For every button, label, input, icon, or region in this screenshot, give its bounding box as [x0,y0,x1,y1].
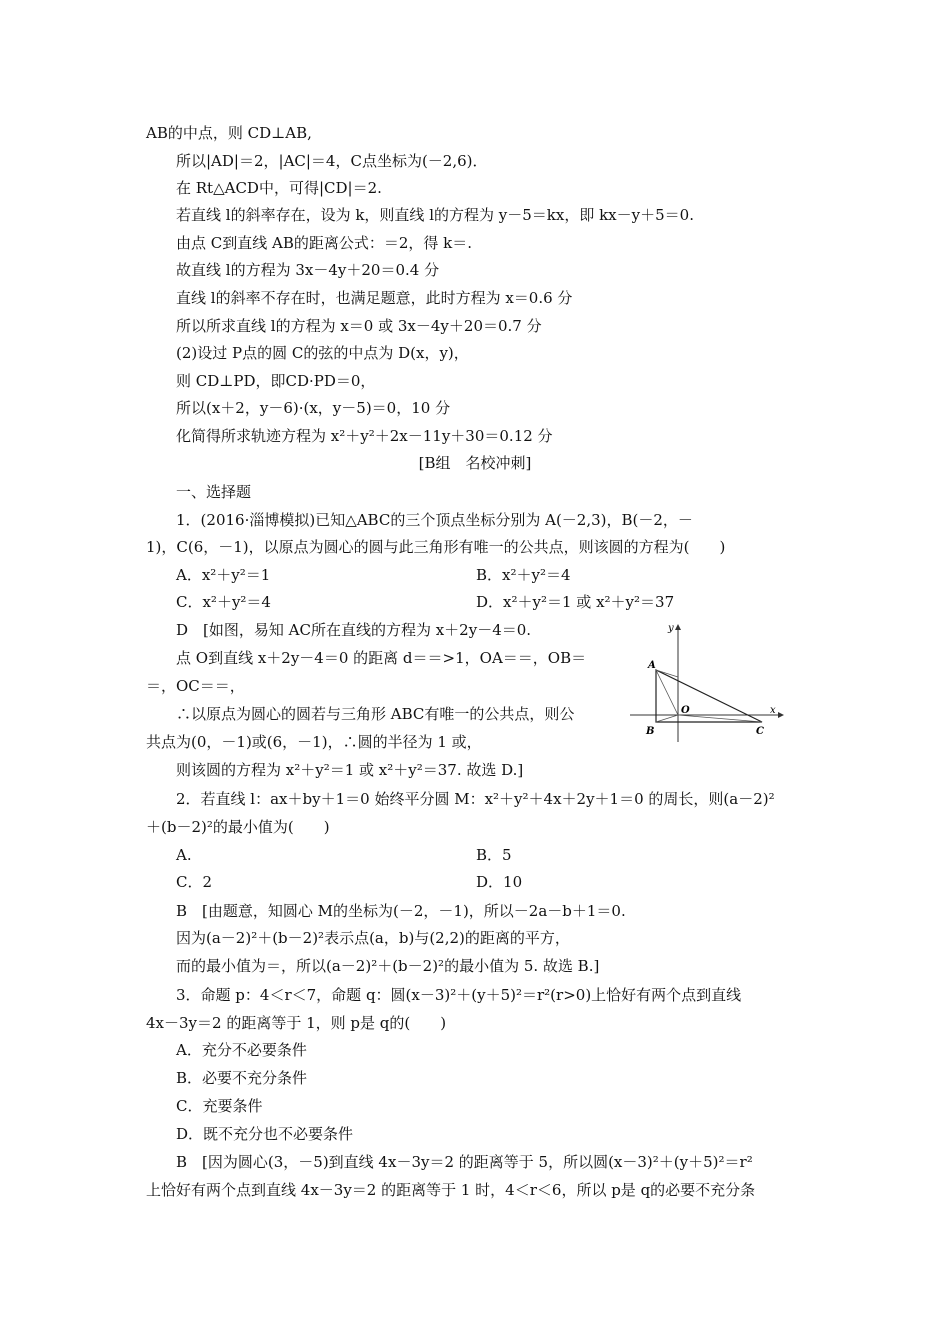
question-text: 2．若直线 l：ax＋by＋1＝0 始终平分圆 M：x²＋y²＋4x＋2y＋1＝0 的周长，则(a－2)² [176,790,775,808]
text-line: 所以(x＋2，y－6)·(x，y－5)＝0，10 分 [176,399,451,417]
option-d: D．既不充分也不必要条件 [176,1125,354,1143]
text-line: AB的中点，则 CD⊥AB, [146,124,312,142]
question-text: 1．(2016·淄博模拟)已知△ABC的三个顶点坐标分别为 A(－2,3)，B(－2，－ [176,511,693,529]
text-line: 直线 l的斜率不存在时，也满足题意，此时方程为 x＝0.6 分 [176,289,573,307]
answer-text: ∴以原点为圆心的圆若与三角形 ABC有唯一的公共点，则公 [176,705,575,723]
axis-y-label: y [668,623,674,634]
answer-text: 共点为(0，－1)或(6，－1)，∴圆的半径为 1 或， [146,733,482,751]
option-d: D．x²＋y²＝1 或 x²＋y²＝37 [476,593,675,611]
option-d: D．10 [476,873,523,891]
question-text: 1)，C(6，－1)，以原点为圆心的圆与此三角形有唯一的公共点，则该圆的方程为( ) [146,538,726,556]
option-a: A．x²＋y²＝1 [176,566,271,584]
text-line: 由点 C到直线 AB的距离公式：＝2，得 k＝. [176,234,473,252]
option-b: B．5 [476,846,512,864]
question-text: 3．命题 p：4＜r＜7，命题 q：圆(x－3)²＋(y＋5)²＝r²(r>0)上恰好有两个点到直线 [176,986,742,1004]
option-b: B．必要不充分条件 [176,1069,308,1087]
point-c-label: C [756,726,764,737]
option-a: A. [176,846,192,864]
option-b: B．x²＋y²＝4 [476,566,571,584]
answer-text: D [如图，易知 AC所在直线的方程为 x＋2y－4＝0. [176,621,532,639]
answer-text: B [因为圆心(3，－5)到直线 4x－3y＝2 的距离等于 5，所以圆(x－3)²＋(y＋5)²＝r² [176,1153,753,1171]
question-text: 4x－3y＝2 的距离等于 1，则 p是 q的( ) [146,1014,447,1032]
section-heading: [B组 名校冲刺] [418,454,532,472]
point-a-label: A [648,660,656,671]
option-a: A．充分不必要条件 [176,1041,307,1059]
triangle-figure [628,622,790,746]
text-line: 化简得所求轨迹方程为 x²＋y²＋2x－11y＋30＝0.12 分 [176,427,553,445]
subsection-heading: 一、选择题 [176,483,252,501]
triangle-abc [656,670,762,722]
answer-text: B [由题意，知圆心 M的坐标为(－2，－1)，所以－2a－b＋1＝0. [176,902,626,920]
text-line: 故直线 l的方程为 3x－4y＋20＝0.4 分 [176,261,440,279]
point-b-label: B [646,726,655,737]
option-c: C．2 [176,873,213,891]
point-o-label: O [681,705,690,716]
option-c: C．x²＋y²＝4 [176,593,271,611]
text-line: 所以|AD|＝2，|AC|＝4，C点坐标为(－2,6)． [176,152,488,170]
question-text: ＋(b－2)²的最小值为( ) [146,818,330,836]
answer-text: 上恰好有两个点到直线 4x－3y＝2 的距离等于 1 时，4＜r＜6，所以 p是 q的必要不充分条 [146,1181,756,1199]
segment-oa [656,670,678,715]
text-line: 则 CD⊥PD，即CD·PD＝0， [176,372,376,390]
text-line: (2)设过 P点的圆 C的弦的中点为 D(x，y)， [176,344,469,362]
answer-text: 点 O到直线 x＋2y－4＝0 的距离 d＝＝>1，OA＝＝，OB＝ [176,649,587,667]
option-c: C．充要条件 [176,1097,263,1115]
answer-text: 因为(a－2)²＋(b－2)²表示点(a，b)与(2,2)的距离的平方， [176,929,570,947]
answer-text: ＝，OC＝＝， [146,677,245,695]
answer-text: 而的最小值为＝，所以(a－2)²＋(b－2)²的最小值为 5. 故选 B.] [176,957,600,975]
y-axis-arrow [675,624,681,630]
x-axis-arrow [778,712,784,718]
axis-x-label: x [770,705,776,716]
text-line: 在 Rt△ACD中，可得|CD|＝2. [176,179,382,197]
segment-ob [656,715,678,722]
text-line: 所以所求直线 l的方程为 x＝0 或 3x－4y＋20＝0.7 分 [176,317,542,335]
text-line: 若直线 l的斜率存在，设为 k，则直线 l的方程为 y－5＝kx，即 kx－y＋5＝0. [176,206,694,224]
answer-text: 则该圆的方程为 x²＋y²＝1 或 x²＋y²＝37. 故选 D.] [176,761,524,779]
